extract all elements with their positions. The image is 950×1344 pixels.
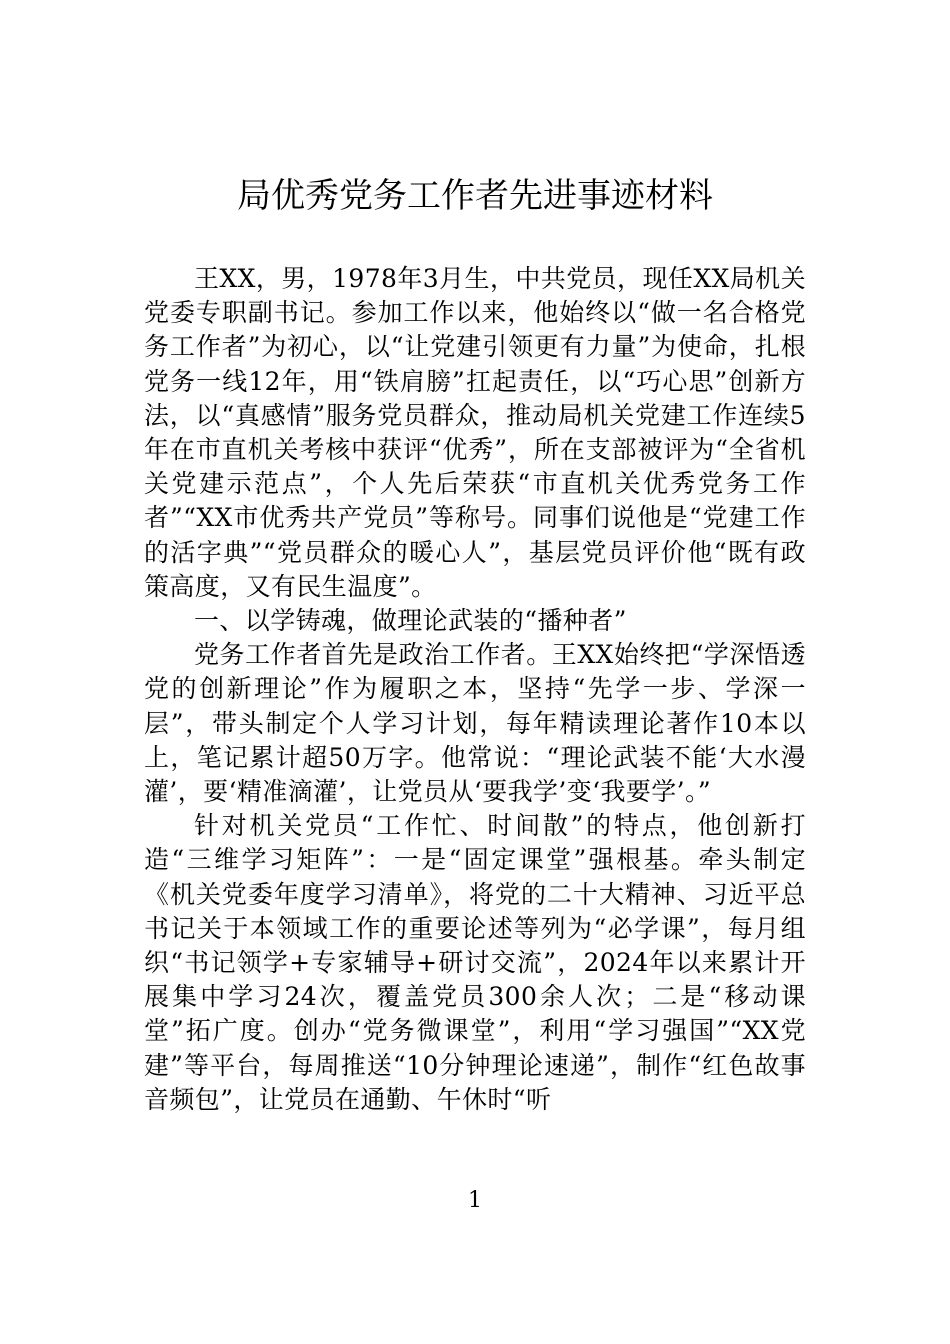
page-number: 1 [468, 1188, 482, 1213]
section-heading-1: 一、以学铸魂，做理论武装的“播种者” [194, 606, 627, 636]
document-body [144, 262, 806, 1117]
body-paragraph-2: 针对机关党员“工作忙、时间散”的特点，他创新打造“三维学习矩阵”：一是“固定课堂”强根基。牵头制定《机关党委年度学习清单》，将党的二十大精神、习近平总书记关于本领域工作的重要论述等列为“必学课”，每月组织“书记领学+专家辅导+研讨交流”，2024年以来累计开展集中学习24次，覆盖党员300余人次；二是“移动课堂”拓广度。创办“党务微课堂”，利用“学习强国”“XX党建”等平台，每周推送“10分钟理论速递”，制作“红色故事音频包”，让党员在通勤、午休时“听 [144, 811, 806, 1114]
intro-paragraph: 王XX，男，1978年3月生，中共党员，现任XX局机关党委专职副书记。参加工作以来，他始终以“做一名合格党务工作者”为初心，以“让党建引领更有力量”为使命，扎根党务一线12年，用“铁肩膀”扛起责任，以“巧心思”创新方法，以“真感情”服务党员群众，推动局机关党建工作连续5年在市直机关考核中获评“优秀”，所在支部被评为“全省机关党建示范点”，个人先后荣获“市直机关优秀党务工作者”“XX市优秀共产党员”等称号。同事们说他是“党建工作的活字典”“党员群众的暖心人”，基层党员评价他“既有政策高度，又有民生温度”。 [144, 264, 806, 601]
document-title: 局优秀党务工作者先进事迹材料 [237, 176, 713, 216]
body-paragraph-1: 党务工作者首先是政治工作者。王XX始终把“学深悟透党的创新理论”作为履职之本，坚持“先学一步、学深一层”，带头制定个人学习计划，每年精读理论著作10本以上，笔记累计超50万字。他常说：“理论武装不能‘大水漫灌’，要‘精准滴灌’，让党员从‘要我学’变‘我要学’。” [144, 640, 806, 807]
